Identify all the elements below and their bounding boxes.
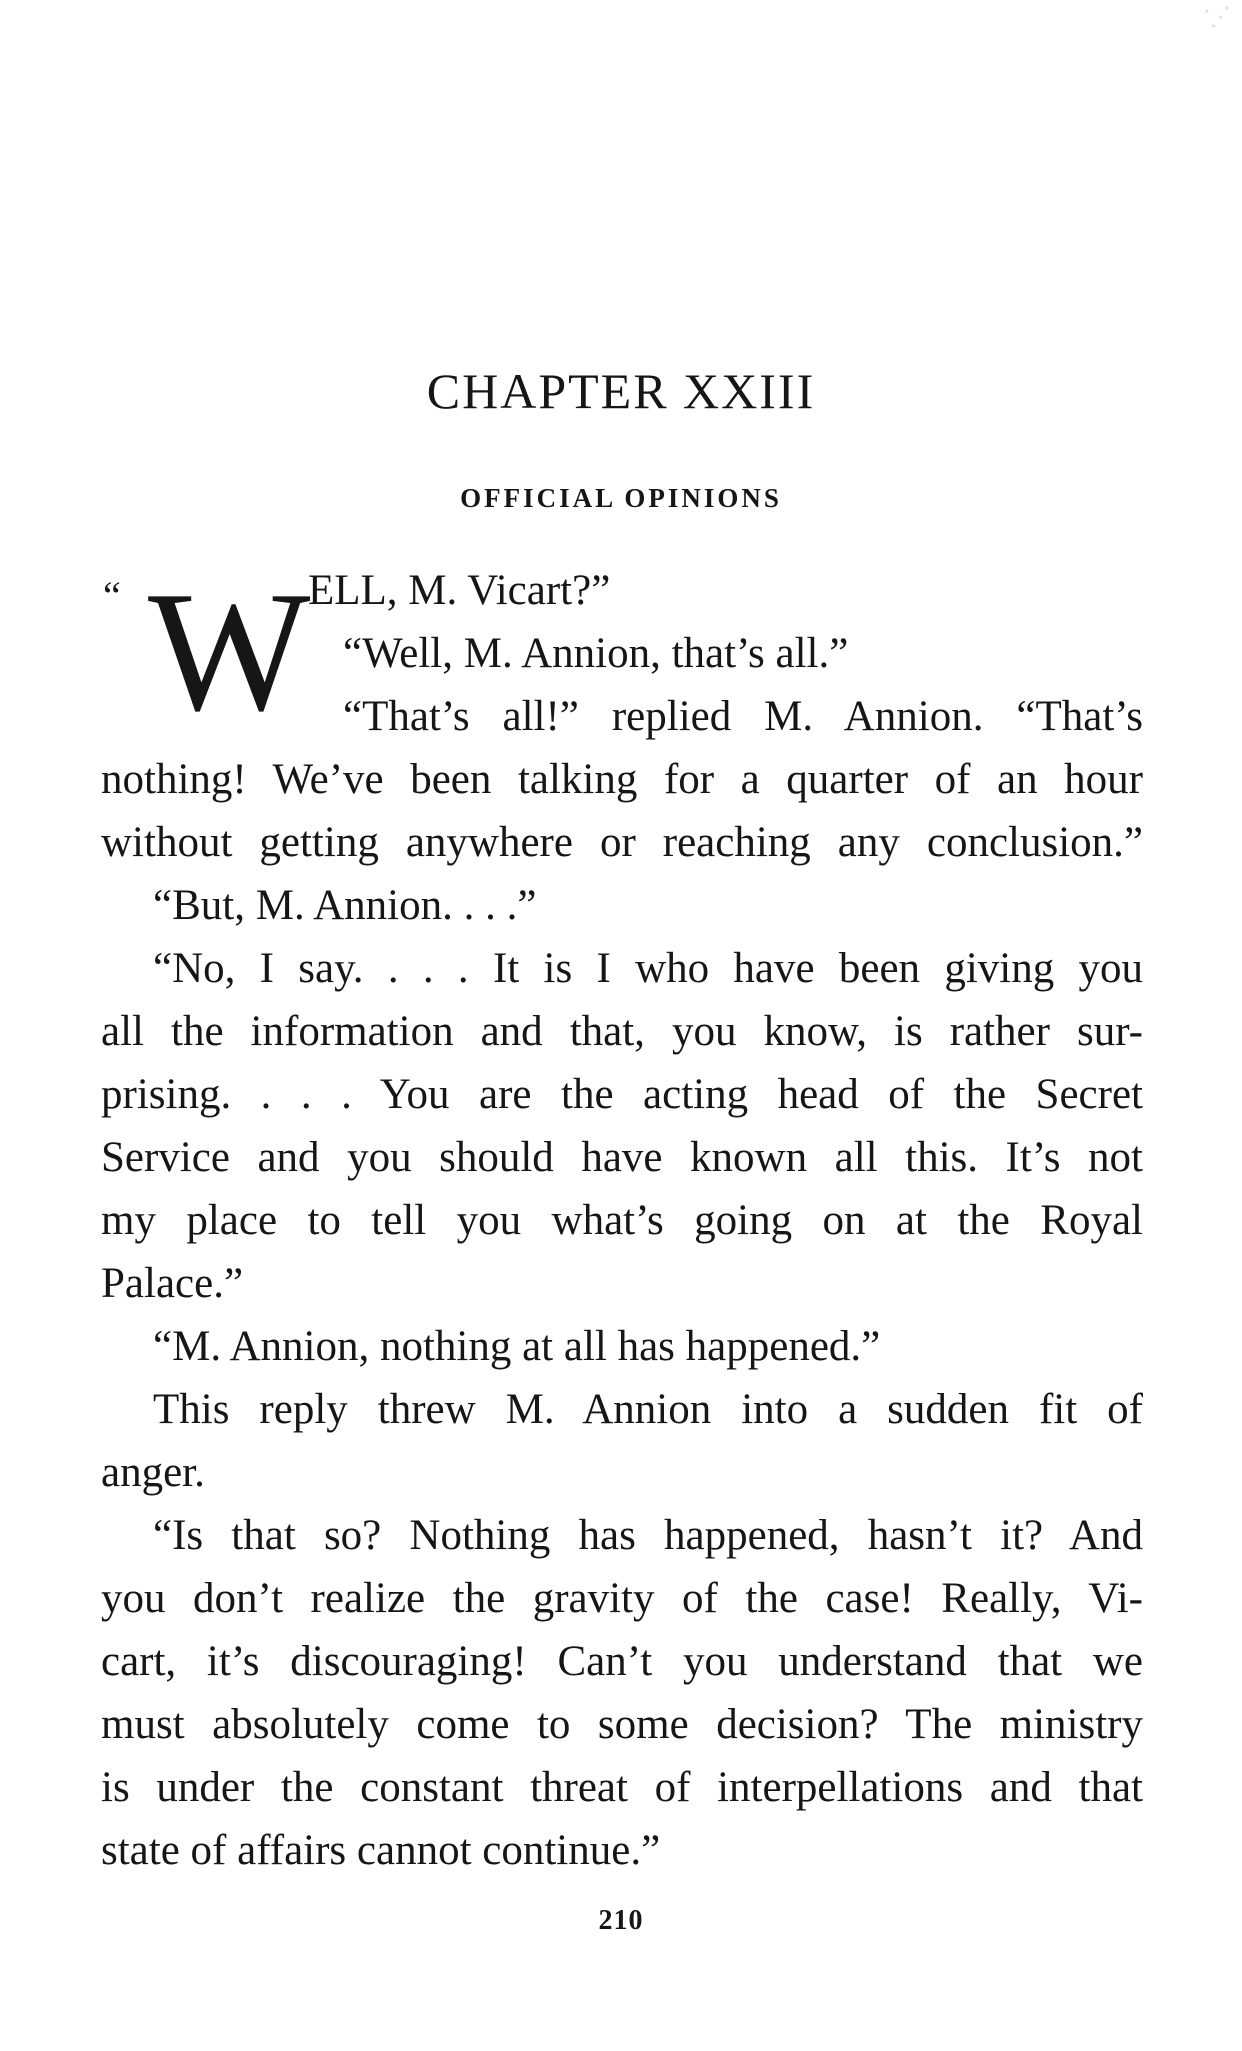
text-line: “Is that so? Nothing has happened, hasn’t it? And	[153, 1512, 1143, 1559]
text-line: state of affairs cannot continue.”	[101, 1827, 661, 1874]
text-line: nothing! We’ve been talking for a quarter of an hour	[101, 756, 1143, 803]
chapter-subtitle: OFFICIAL OPINIONS	[460, 483, 782, 513]
paper-speck	[1200, 2, 1234, 32]
text-line: “Well, M. Annion, that’s all.”	[343, 630, 849, 677]
text-line: prising. . . . You are the acting head of the Secret	[101, 1071, 1143, 1118]
text-line: Palace.”	[101, 1260, 244, 1307]
text-line: all the information and that, you know, is rather sur-	[101, 1008, 1143, 1055]
text-line: anger.	[101, 1449, 205, 1496]
text-line: “But, M. Annion. . . .”	[153, 882, 537, 929]
text-line: without getting anywhere or reaching any conclusion.”	[101, 819, 1143, 866]
text-line: must absolutely come to some decision? The ministry	[101, 1701, 1143, 1748]
text-line: you don’t realize the gravity of the case! Really, Vi-	[101, 1575, 1143, 1622]
text-line: “No, I say. . . . It is I who have been giving you	[153, 945, 1143, 992]
text-line: is under the constant threat of interpellations and that	[101, 1764, 1143, 1811]
chapter-title: CHAPTER XXIII	[426, 363, 816, 419]
text-line: “That’s all!” replied M. Annion. “That’s	[343, 693, 1143, 740]
text-line: ELL, M. Vicart?”	[308, 567, 611, 614]
dropcap-letter: W	[148, 557, 311, 747]
dropcap-open-quote: “	[103, 573, 121, 618]
text-line: This reply threw M. Annion into a sudden fit of	[153, 1386, 1143, 1433]
page-number: 210	[598, 1905, 644, 1936]
text-line: Service and you should have known all this. It’s not	[101, 1134, 1143, 1181]
text-line: cart, it’s discouraging! Can’t you understand that we	[101, 1638, 1143, 1685]
text-line: my place to tell you what’s going on at the Royal	[101, 1197, 1143, 1244]
text-line: “M. Annion, nothing at all has happened.”	[153, 1323, 881, 1370]
